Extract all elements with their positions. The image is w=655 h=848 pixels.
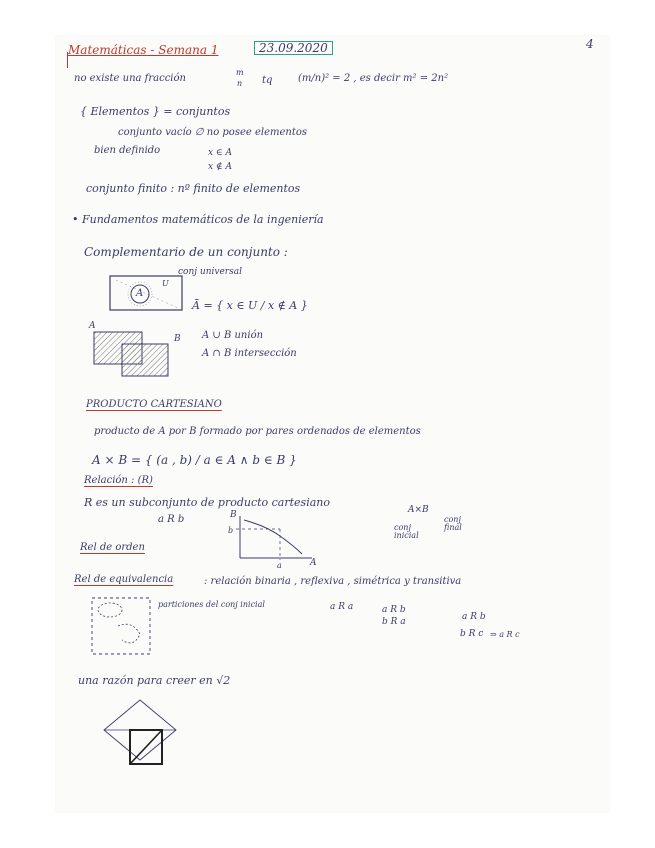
note-rel-equivalencia: Rel de equivalencia [74,574,174,585]
complement-diagram [108,270,188,312]
relation-graph [236,516,314,566]
note-simetrica-ex2: b R a [382,617,406,627]
note-relacion: Relación : (R) [84,475,153,486]
fraction-denominator: n [237,79,243,88]
note-line-fraccion: no existe una fracción [74,73,186,84]
partition-diagram [90,596,154,658]
note-producto-def: producto de A por B formado por pares ordenados de elementos [94,426,421,437]
graph-point-a: a [277,561,282,570]
note-complementario: Complementario de un conjunto : [84,245,288,259]
note-elementos: { Elementos } = conjuntos [80,105,231,118]
note-axb-arrow: A×B [408,505,429,515]
union-intersection-diagram [92,330,176,380]
note-bien-definido: bien definido [94,145,161,156]
sqrt2-square-diagram [100,698,184,770]
note-conj-inicial: conj inicial [394,523,419,540]
note-conjunto-vacio: conjunto vacío ∅ no posee elementos [118,127,308,138]
diagram-label-a: A [89,321,96,331]
note-producto-formula: A × B = { (a , b) / a ∈ A ∧ b ∈ B } [92,453,297,467]
note-particiones: particiones del conj inicial [158,600,265,609]
fraction-numerator: m [236,68,244,77]
note-union: A ∪ B unión [202,330,264,341]
header-date: 23.09.2020 [254,41,333,55]
diagram-set-a-label: A [136,288,144,299]
note-conjunto-finito: conjunto finito : nº finito de elementos [86,182,301,195]
note-razon: una razón para creer en √2 [78,674,231,687]
page-number: 4 [586,37,594,51]
note-x-notin-a: x ∉ A [208,162,232,172]
note-transitiva-ex3: ⇒ a R c [490,630,520,639]
diagram-label-b: B [174,334,181,344]
note-x-in-a: x ∈ A [208,148,232,158]
note-transitiva-ex2: b R c [460,629,484,639]
section-title-producto: PRODUCTO CARTESIANO [86,399,222,410]
note-simetrica-ex1: a R b [382,605,406,615]
note-tq: tq [262,75,273,86]
note-equation: (m/n)² = 2 , es decir m² = 2n² [298,73,449,84]
header-subject: Matemáticas - Semana 1 [68,43,219,57]
note-fundamentos: • Fundamentos matemáticos de la ingeniería [72,213,324,226]
note-interseccion: A ∩ B intersección [202,348,297,359]
note-rel-orden: Rel de orden [80,542,145,553]
note-rel-equiv-def: : relación binaria , reflexiva , simétrica y transitiva [204,576,462,587]
note-relacion-def: R es un subconjunto de producto cartesiano [84,496,330,509]
note-complemento-def: Ā = { x ∈ U / x ∉ A } [192,299,308,312]
note-conj-universal: conj universal [178,267,242,277]
note-conj-final: conj final [444,515,462,532]
graph-point-b: b [228,526,234,535]
graph-axis-b: B [230,510,237,520]
diagram-universe-label: U [162,279,169,288]
note-arb: a R b [158,514,185,525]
graph-axis-a: A [310,558,317,568]
note-transitiva-ex1: a R b [462,612,486,622]
note-reflexiva-ex: a R a [330,602,354,612]
